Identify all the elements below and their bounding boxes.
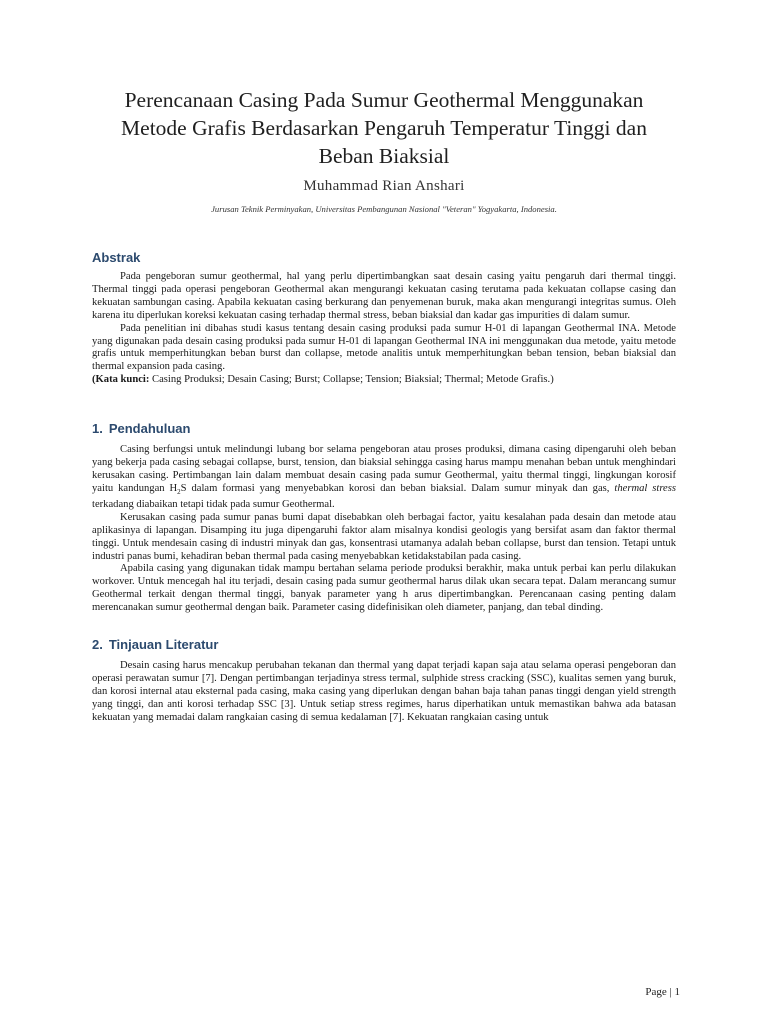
section-2-title: Tinjauan Literatur [108, 637, 219, 653]
section-1-heading [92, 421, 676, 436]
abstract-paragraph-1: Pada pengeboran sumur geothermal, hal yang perlu dipertimbangkan saat desain casing yaitu pengaruh dari thermal tinggi. Thermal tinggi pada operasi pengeboran Geothermal akan mengurangi kekuatan casing terutama pada kekuatan collapse casing dan kekuatan sambungan casing. Apabila kekuatan casing berkurang dan penyemenan buruk, maka akan mengurangi integritas sumus. Oleh karena itu diperlukan koreksi kekuatan casing terhadap thermal stress, beban biaksial dan kadar gas impurities di dalam sumur. [92, 271, 676, 321]
section-2-heading [92, 637, 676, 652]
abstract-paragraph-2: Pada penelitian ini dibahas studi kasus tentang desain casing produksi pada sumur H-01 di lapangan Geothermal INA. Metode yang digunakan pada desain casing produksi pada sumur H-01 di lapangan Geothermal INA ini menggunakan dua metode, yaitu metode grafis untuk memperhitungkan beban burst dan collapse, metode analitis untuk memperhitungkan beban tension, beban biaksial dan thermal expansion pada casing. [92, 322, 676, 373]
keywords-list: Casing Produksi; Desain Casing; Burst; Collapse; Tension; Biaksial; Thermal; Metode Grafis.) [149, 374, 554, 386]
keywords-label: (Kata kunci: [92, 374, 150, 386]
author-affiliation: Jurusan Teknik Perminyakan, Universitas Pembangunan Nasional "Veteran" Yogyakarta, Indonesia. [211, 204, 557, 214]
section-1-title: Pendahuluan [108, 421, 191, 437]
section-1-paragraph-2: Kerusakan casing pada sumur panas bumi dapat disebabkan oleh berbagai factor, yaitu kesalahan pada desain dan metode atau aplikasinya di lapangan. Disamping itu juga dipengaruhi faktor alam misalnya kondisi geologis yang bersifat asam dan faktor thermal tinggi. Untuk mendesain casing di industri minyak dan gas, konsentrasi utamanya adalah beban collapse, burst dan tension. Tetapi untuk industri panas bumi, kehadiran beban thermal pada casing menyebabkan ketidakstabilan pada casing. [92, 511, 676, 562]
keywords [92, 374, 676, 387]
author-name: Muhammad Rian Anshari [303, 178, 465, 194]
section-2-paragraph-1: Desain casing harus mencakup perubahan tekanan dan thermal yang dapat terjadi kapan saja atau selama operasi pengeboran dan operasi perawatan sumur [7]. Dengan pertimbangan terjadinya stress termal, sulphide stress cracking (SSC), kualitas semen yang buruk, dan korosi internal atau eksternal pada casing, maka casing yang diperlukan dengan bahan baja tahan panas tinggi dengan yield strength yang tinggi, dan anti korosi terhadap SSC [3]. Untuk setiap stress regimes, harus diperhatikan untuk memastikan bahwa ada batasan kekuatan yang memadai dalam rangkaian casing di semua kedalaman [7]. Kekuatan rangkaian casing untuk [92, 660, 676, 723]
paper-page [92, 86, 676, 725]
section-2-number: 2. [92, 637, 103, 653]
abstract-heading: Abstrak [92, 250, 141, 265]
section-1-number: 1. [92, 421, 103, 437]
paper-title: Perencanaan Casing Pada Sumur Geothermal Menggunakan Metode Grafis Berdasarkan Pengaruh Temperatur Tinggi dan Beban Biaksial [121, 88, 647, 168]
section-1-paragraph-3: Apabila casing yang digunakan tidak mampu bertahan selama periode produksi berakhir, maka untuk perbai kan perlu dilakukan workover. Untuk mencegah hal itu terjadi, desain casing pada sumur geothermal harus dilak ukan secara tepat. Dalam merancang sumur Geothermal terkait dengan thermal tinggi, banyak parameter yang h arus dipertimbangkan. Perencanaan casing penting dalam merencanakan sumur geothermal dengan baik. Parameter casing didefinisikan oleh diameter, panjang, dan tebal dinding. [92, 563, 676, 614]
section-1-paragraph-1: Casing berfungsi untuk melindungi lubang bor selama pengeboran atau proses produksi, dimana casing dipengaruhi oleh beban yang bekerja pada casing sebagai collapse, burst, tension, dan biaksial sehingga casing harus mampu menahan beban untuk menghindari kerusakan casing. Pertimbangan lain dalam membuat desain casing pada sumur Geothermal, yaitu thermal tinggi, lingkungan korosif yaitu kandungan $H_2S$ dalam formasi yang menyebabkan korosi dan beban biaksial. Dalam sumur minyak dan gas, thermal stress terkadang diabaikan tetapi tidak pada sumur Geothermal. [92, 444, 676, 510]
page-number: Page | 1 [645, 986, 680, 998]
